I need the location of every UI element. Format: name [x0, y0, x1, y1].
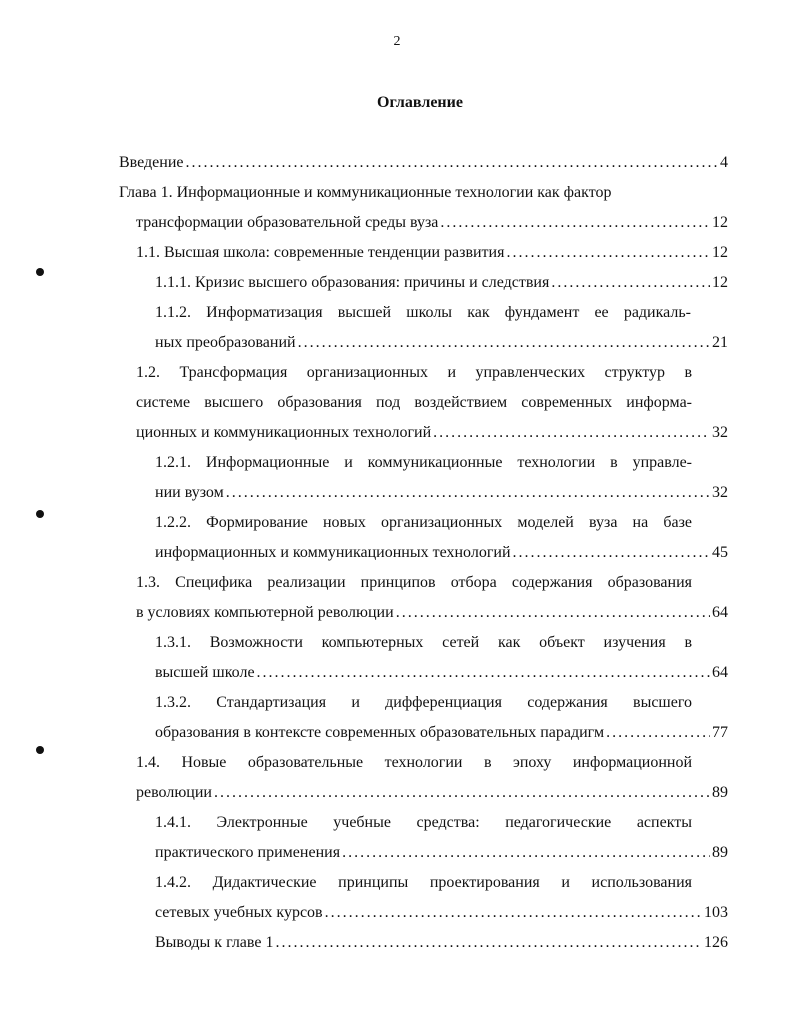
dot-leader [440, 212, 710, 234]
toc-page-number: 12 [712, 244, 728, 261]
toc-entry-text: нии вузом [155, 484, 224, 501]
toc-entry-text: Введение [119, 154, 184, 171]
toc-entry-text: высшей школе [155, 664, 255, 681]
punch-hole-mark [36, 268, 44, 276]
toc-entry-text: 1.2. Трансформация организационных и управленческих структур в [136, 364, 692, 381]
toc-entry-1-3-1 [155, 662, 728, 684]
toc-entry-chapter-1 [136, 212, 728, 234]
punch-hole-mark [36, 746, 44, 754]
toc-entry-text: 1.3.2. Стандартизация и дифференциация содержания высшего [155, 694, 692, 711]
dot-leader [298, 332, 710, 354]
toc-page-number: 64 [712, 664, 728, 681]
toc-page-number: 32 [712, 424, 728, 441]
dot-leader [257, 662, 710, 684]
toc-entry-1-4-1 [155, 842, 728, 864]
toc-entry-1-4 [136, 782, 728, 804]
page-title: Оглавление [377, 94, 463, 111]
toc-entry-text: 1.4. Новые образовательные технологии в эпоху информационной [136, 754, 692, 771]
toc-entry-text: 1.1.2. Информатизация высшей школы как фундамент ее радикаль- [155, 304, 691, 321]
dot-leader [433, 422, 710, 444]
toc-page-number: 89 [712, 784, 728, 801]
toc-entry-text: 1.1. Высшая школа: современные тенденции развития [136, 244, 505, 261]
toc-page-number: 45 [712, 544, 728, 561]
dot-leader [226, 482, 710, 504]
toc-entry-1-1 [136, 242, 728, 264]
toc-entry-text: сетевых учебных курсов [155, 904, 323, 921]
toc-entry-text: ционных и коммуникационных технологий [136, 424, 432, 441]
toc-entry-text: Глава 1. Информационные и коммуникационные технологии как фактор [119, 184, 612, 201]
toc-entry-introduction [119, 152, 728, 174]
toc-page-number: 89 [712, 844, 728, 861]
toc-entry-1-4-2 [155, 902, 728, 924]
toc-page-number: 4 [720, 154, 728, 171]
toc-entry-text: Выводы к главе 1 [155, 934, 274, 951]
toc-entry-1-2-2 [155, 542, 728, 564]
toc-entry-text: 1.3. Специфика реализации принципов отбора содержания образования [136, 574, 692, 591]
dot-leader [551, 272, 710, 294]
dot-leader [506, 242, 710, 264]
toc-page-number: 77 [712, 724, 728, 741]
toc-entry-1-2 [136, 422, 728, 444]
toc-entry-text: трансформации образовательной среды вуза [136, 214, 439, 231]
dot-leader [214, 782, 710, 804]
toc-entry-conclusions-1 [155, 932, 728, 954]
toc-entry-1-3-2 [155, 722, 728, 744]
dot-leader [342, 842, 710, 864]
toc-entry-text: революции [136, 784, 212, 801]
dot-leader [275, 932, 702, 954]
toc-entry-text: 1.4.2. Дидактические принципы проектирования и использования [155, 874, 692, 891]
toc-page-number: 32 [712, 484, 728, 501]
toc-entry-text: 1.3.1. Возможности компьютерных сетей как объект изучения в [155, 634, 692, 651]
dot-leader [396, 602, 710, 624]
toc-entry-text: 1.2.1. Информационные и коммуникационные технологии в управле- [155, 454, 692, 471]
toc-entry-text: 1.1.1. Кризис высшего образования: причины и следствия [155, 274, 550, 291]
dot-leader [513, 542, 711, 564]
toc-entry-text: в условиях компьютерной революции [136, 604, 394, 621]
toc-page-number: 12 [712, 214, 728, 231]
page-number: 2 [393, 34, 401, 49]
toc-entry-text: ных преобразований [155, 334, 296, 351]
punch-hole-mark [36, 510, 44, 518]
dot-leader [325, 902, 702, 924]
dot-leader [606, 722, 710, 744]
toc-entry-text: информационных и коммуникационных технологий [155, 544, 511, 561]
toc-page-number: 12 [712, 274, 728, 291]
toc-entry-text: 1.2.2. Формирование новых организационных моделей вуза на базе [155, 514, 692, 531]
toc-page-number: 103 [704, 904, 728, 921]
toc-page-number: 126 [704, 934, 728, 951]
toc-entry-1-2-1 [155, 482, 728, 504]
dot-leader [186, 152, 719, 174]
toc-entry-text: системе высшего образования под воздействием современных информа- [136, 394, 692, 411]
toc-entry-text: практического применения [155, 844, 341, 861]
toc-page-number: 64 [712, 604, 728, 621]
toc-page-number: 21 [712, 334, 728, 351]
toc-entry-text: 1.4.1. Электронные учебные средства: педагогические аспекты [155, 814, 692, 831]
toc-entry-text: образования в контексте современных образовательных парадигм [155, 724, 605, 741]
toc-entry-1-1-2 [155, 332, 728, 354]
toc-entry-1-1-1 [155, 272, 728, 294]
toc-entry-1-3 [136, 602, 728, 624]
